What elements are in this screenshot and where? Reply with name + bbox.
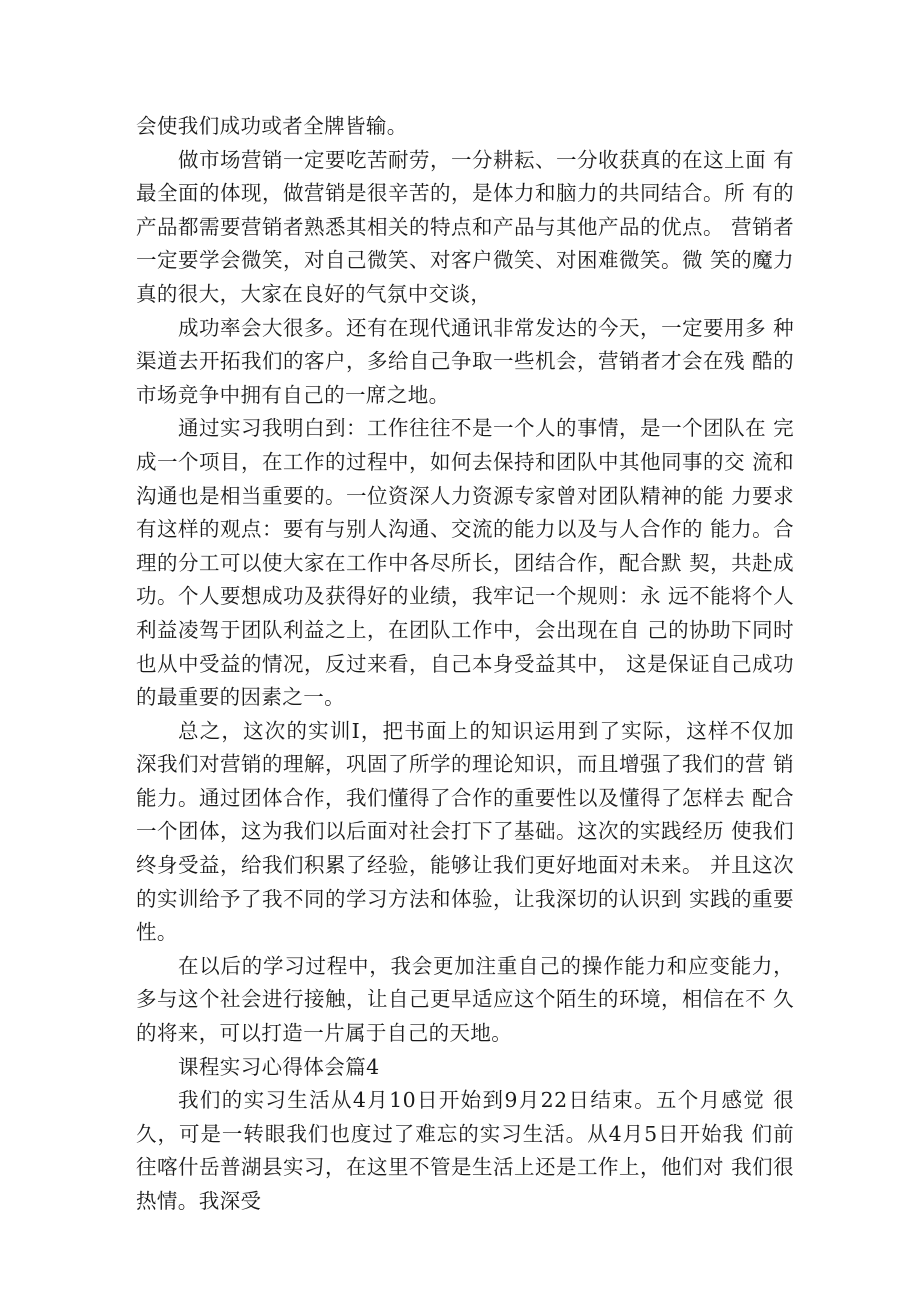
paragraph-7: 我们的实习生活从4月10日开始到9月22日结束。五个月感觉 很久，可是一转眼我们也度过了难忘的实习生活。从4月5日开始我 们前往喀什岳普湖县实习，在这里不管是生活上还是工作上，他们对 我们很热情。我深受	[136, 1088, 794, 1213]
paragraph-1: 会使我们成功或者全牌皆输。	[136, 114, 408, 138]
paragraph-5: 总之，这次的实训I，把书面上的知识运用到了实际，这样不仅加 深我们对营销的理解，巩固了所学的理论知识，而且增强了我们的营 销能力。通过团体合作，我们懂得了合作的重要性以及懂得了怎样去 配合一个团体，这为我们以后面对社会打下了基础。这次的实践经历 使我们终身受益，给我们积累了经验，能够让我们更好地面对未来。 并且这次的实训给予了我不同的学习方法和体验，让我深切的认识到 实践的重要性。	[136, 718, 794, 945]
section-heading: 课程实习心得体会篇4	[178, 1054, 380, 1079]
paragraph-4: 通过实习我明白到：工作往往不是一个人的事情，是一个团队在 完成一个项目，在工作的过程中，如何去保持和团队中其他同事的交 流和沟通也是相当重要的。一位资深人力资源专家曾对团队精神的能 力要求有这样的观点：要有与别人沟通、交流的能力以及与人合作的 能力。合理的分工可以使大家在工作中各尽所长，团结合作，配合默 契，共赴成功。个人要想成功及获得好的业绩，我牢记一个规则：永 远不能将个人利益凌驾于团队利益之上，在团队工作中，会出现在自 己的协助下同时也从中受益的情况，反过来看，自己本身受益其中， 这是保证自己成功的最重要的因素之一。	[136, 416, 794, 710]
paragraph-2: 做市场营销一定要吃苦耐劳，一分耕耘、一分收获真的在这上面 有最全面的体现，做营销是很辛苦的，是体力和脑力的共同结合。所 有的产品都需要营销者熟悉其相关的特点和产品与其他产品的优点。 营销者一定要学会微笑，对自己微笑、对客户微笑、对困难微笑。微 笑的魔力真的很大，大家在良好的气氛中交谈，	[136, 147, 794, 306]
paragraph-3: 成功率会大很多。还有在现代通讯非常发达的今天，一定要用多 种渠道去开拓我们的客户，多给自己争取一些机会，营销者才会在残 酷的市场竞争中拥有自己的一席之地。	[136, 315, 794, 407]
paragraph-6: 在以后的学习过程中，我会更加注重自己的操作能力和应变能力，多与这个社会进行接触，让自己更早适应这个陌生的环境，相信在不 久的将来，可以打造一片属于自己的天地。	[136, 953, 794, 1046]
